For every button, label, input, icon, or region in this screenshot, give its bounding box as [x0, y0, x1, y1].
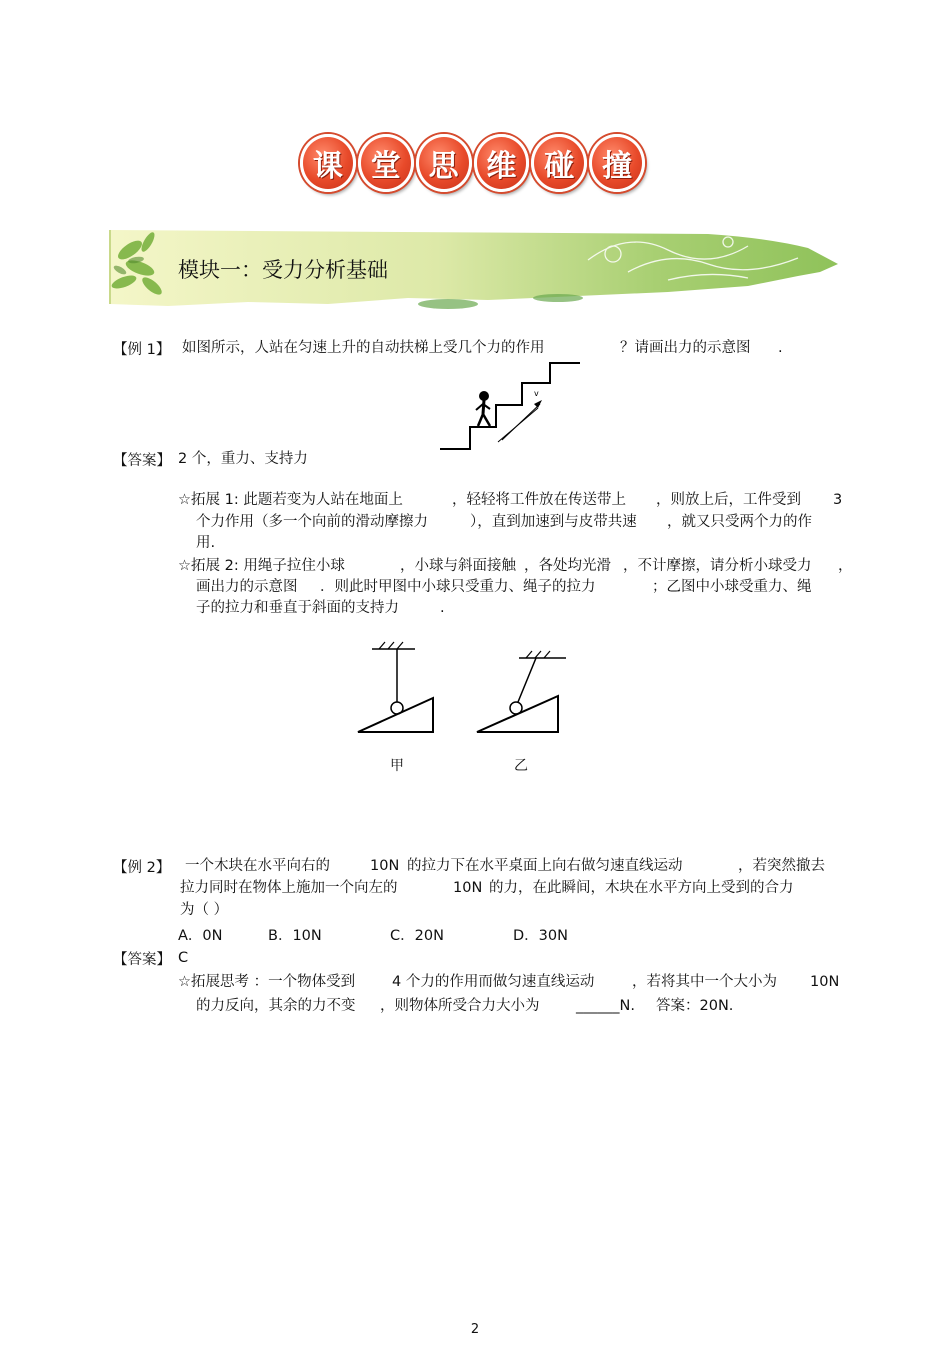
answer-2-text: C [178, 950, 189, 966]
example-2-line: 的力，在此瞬间，木块在水平方向上受到的合力 [489, 880, 794, 896]
extension-2-line: ，各处均光滑 [524, 558, 611, 574]
page-number: 2 [470, 1322, 480, 1337]
example-2-line: 拉力同时在物体上施加一个向左的 [180, 880, 398, 896]
option-d: D．30N [513, 928, 568, 944]
example-2-line: 10N [453, 880, 483, 896]
example-2-line: ，若突然撤去 [738, 858, 825, 874]
title-char: 堂 [358, 134, 414, 192]
extension-1-line: 用. [196, 535, 216, 551]
title-char: 思 [416, 134, 472, 192]
extension-2-line: 画出力的示意图 [196, 579, 298, 595]
example-1-question-end: . [778, 340, 783, 356]
extension-think-line: ，则物体所受合力大小为 [380, 998, 540, 1014]
extension-2-line: ；乙图中小球受重力、绳 [652, 579, 812, 595]
title-char: 撞 [589, 134, 645, 192]
answer-2-tag: 【答案】 [113, 952, 171, 968]
example-1-tag: 【例 1】 [113, 342, 171, 358]
extension-1-line: ，轻轻将工件放在传送带上 [452, 492, 626, 508]
answer-1-tag: 【答案】 [113, 453, 171, 469]
answer-1-text: 2 个，重力、支持力 [178, 451, 308, 467]
escalator-figure [438, 358, 583, 453]
example-1-question-part: ？请画出力的示意图 [620, 340, 751, 356]
example-2-line: 为（ ） [180, 902, 229, 918]
extension-2-line: 子的拉力和垂直于斜面的支持力 [196, 600, 399, 616]
figure-yi [474, 640, 568, 736]
extension-2-line: ，不计摩擦，请分析小球受力 [623, 558, 812, 574]
extension-1-line: ，就又只受两个力的作 [667, 514, 812, 530]
example-2-line: 10N [370, 858, 400, 874]
extension-1-line: 个力作用（多一个向前的滑动摩擦力 [196, 514, 428, 530]
extension-2-line: ， [838, 558, 853, 574]
title-char: 碰 [531, 134, 587, 192]
extension-1-line: ），直到加速到与皮带共速 [470, 514, 637, 530]
example-2-line: 一个木块在水平向右的 [185, 858, 330, 874]
extension-2-line: ．则此时甲图中小球只受重力、绳子的拉力 [320, 579, 596, 595]
title-char: 维 [474, 134, 530, 192]
figure-jia [355, 640, 437, 736]
figure-label-jia: 甲 [390, 758, 404, 774]
extension-think-blank: ______N. [576, 998, 635, 1014]
extension-1-line: 3 [833, 492, 843, 508]
title-banner [300, 134, 645, 192]
title-char: 课 [300, 134, 356, 192]
example-2-line: 的拉力下在水平桌面上向右做匀速直线运动 [407, 858, 683, 874]
extension-think-line: ☆拓展思考 ：一个物体受到 [178, 974, 356, 990]
person-icon [476, 391, 490, 426]
extension-think-line: 4 个力的作用而做匀速直线运动 [392, 974, 595, 990]
extension-1-line: ☆拓展 1: 此题若变为人站在地面上 [178, 492, 403, 508]
example-2-tag: 【例 2】 [113, 860, 171, 876]
extension-2-line: ，小球与斜面接触 [400, 558, 516, 574]
extension-think-answer: 答案：20N. [656, 998, 734, 1014]
extension-think-line: ，若将其中一个大小为 [632, 974, 777, 990]
extension-2-line: . [440, 600, 445, 616]
extension-2-line: ☆拓展 2: 用绳子拉住小球 [178, 558, 345, 574]
svg-text:v: v [534, 389, 539, 398]
figure-label-yi: 乙 [514, 758, 528, 774]
module-title: 模块一：受力分析基础 [178, 258, 388, 282]
extension-think-line: 10N [810, 974, 840, 990]
extension-think-line: 的力反向，其余的力不变 [196, 998, 356, 1014]
option-c: C．20N [390, 928, 444, 944]
example-1-question: 如图所示，人站在匀速上升的自动扶梯上受几个力的作用 [182, 340, 545, 356]
option-a: A．0N [178, 928, 223, 944]
extension-1-line: ，则放上后，工件受到 [656, 492, 801, 508]
option-b: B．10N [268, 928, 322, 944]
